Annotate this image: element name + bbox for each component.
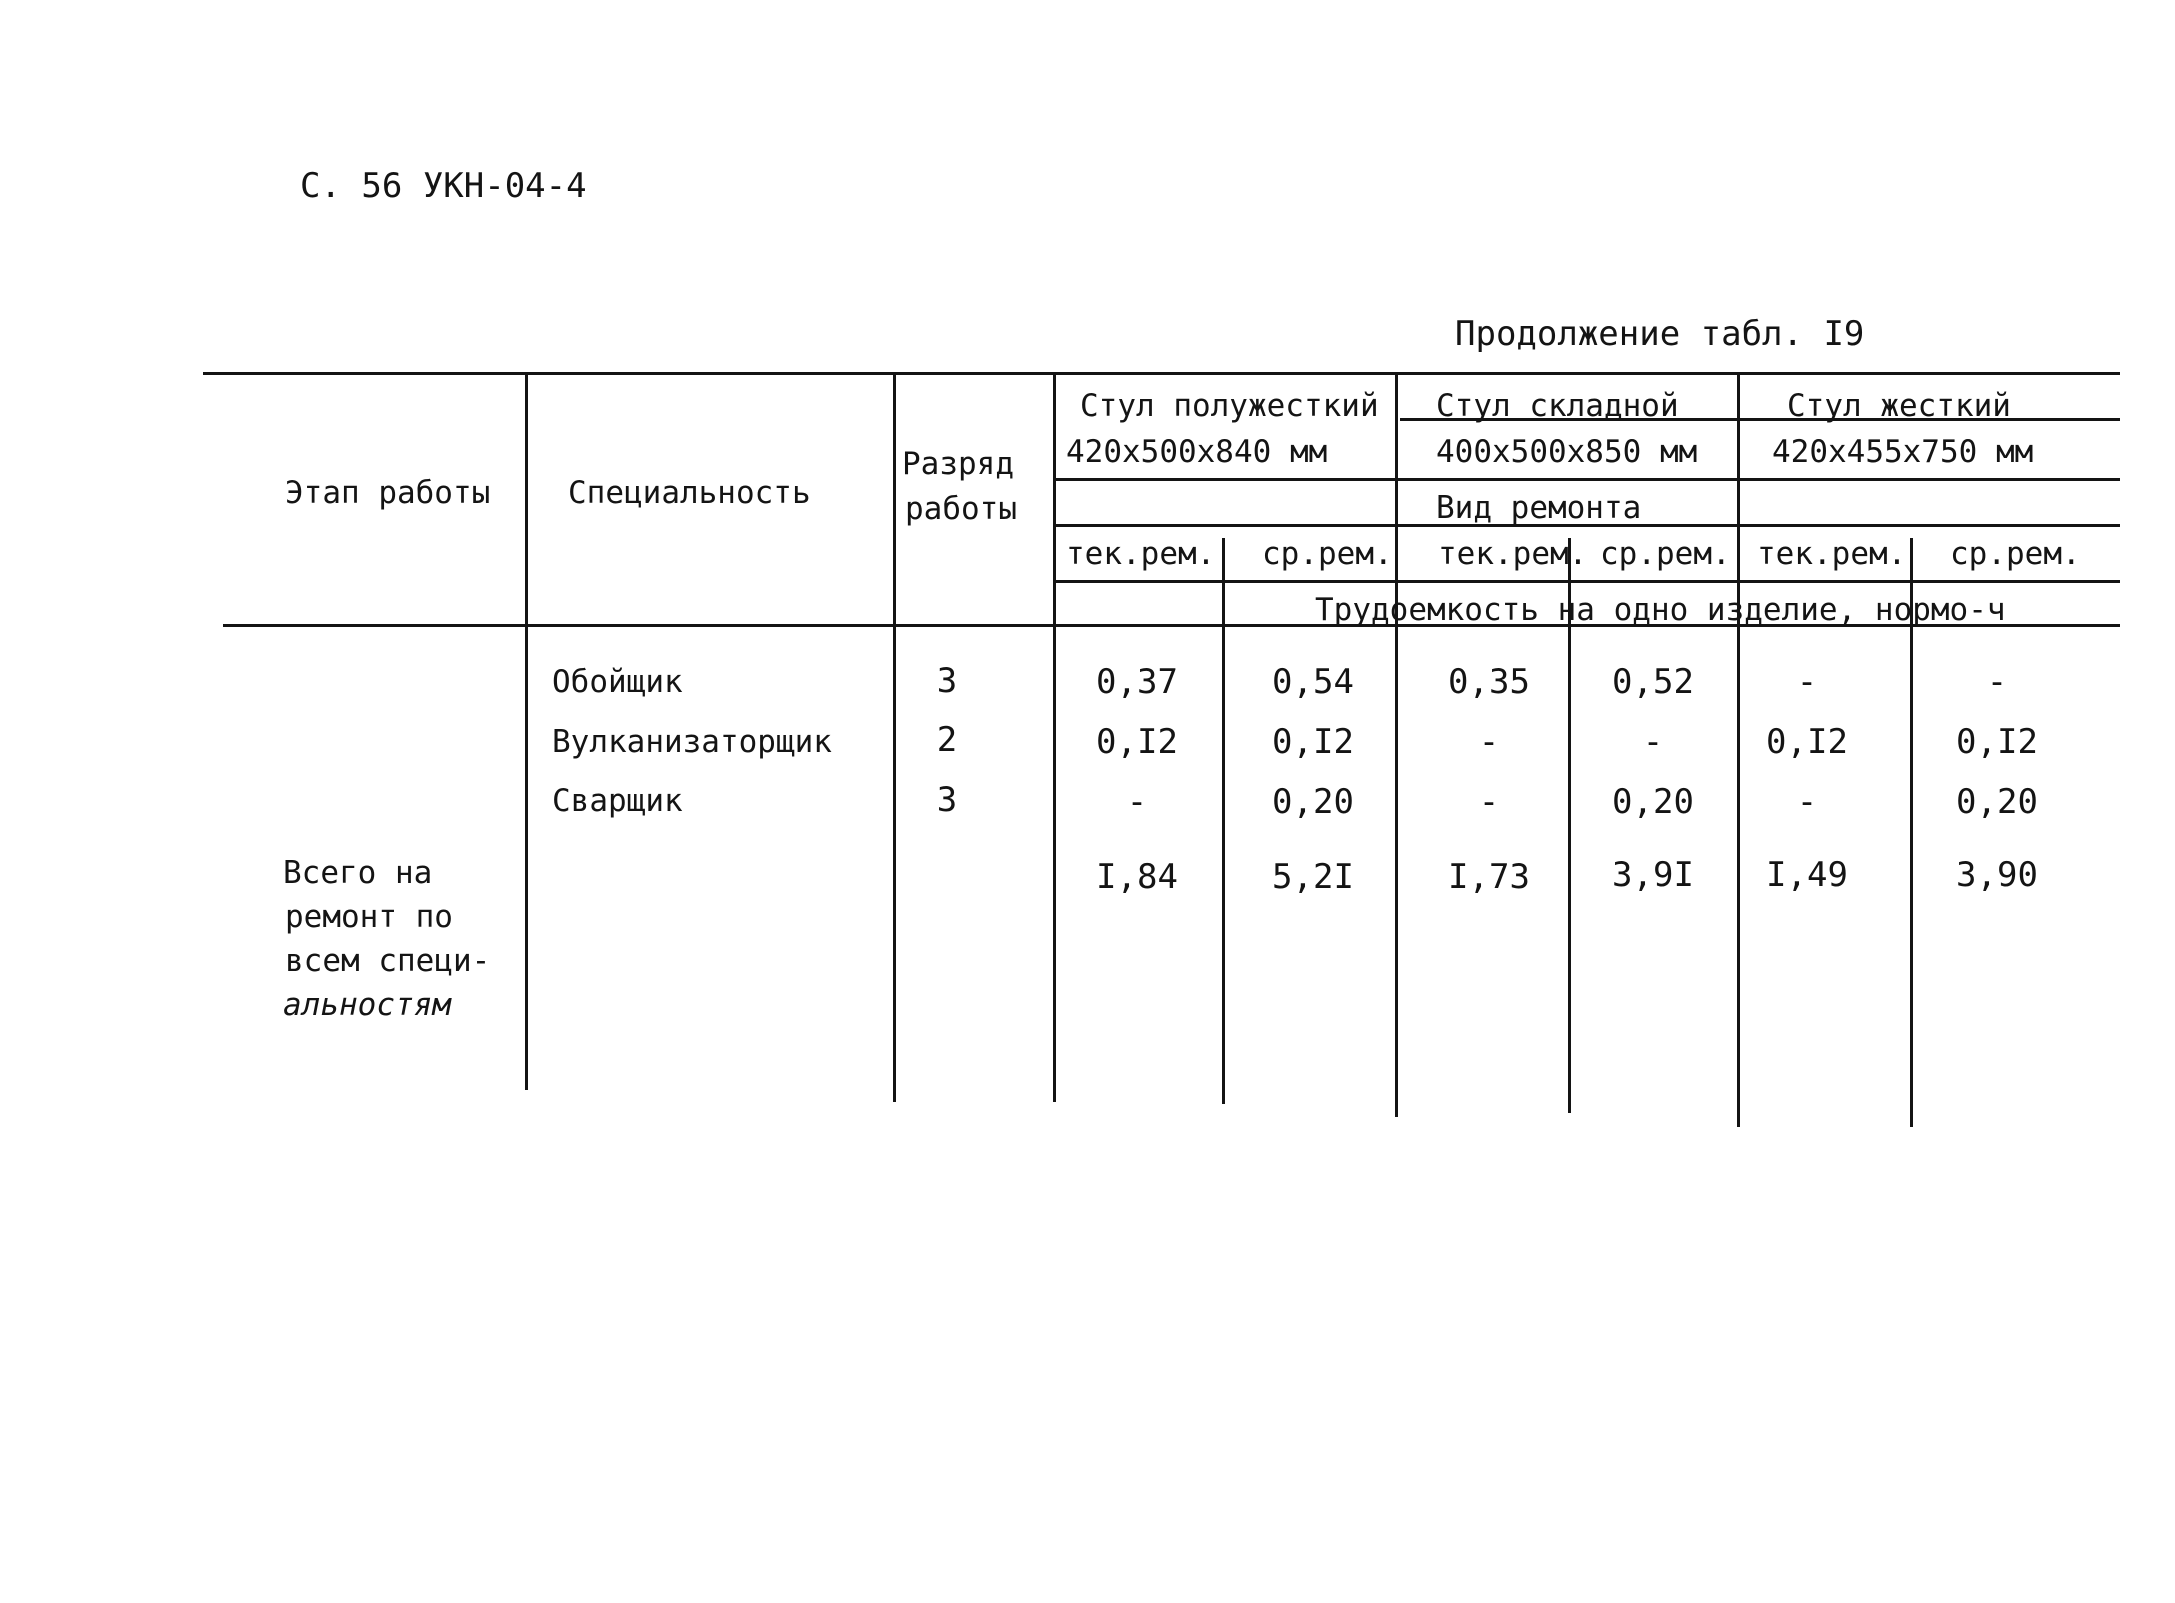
product-size: 420x500x840 мм xyxy=(1066,434,1328,470)
row-value: 0,20 xyxy=(1612,782,1694,822)
repair-kind: ср.рем. xyxy=(1600,536,1731,572)
total-value: I,84 xyxy=(1096,857,1178,897)
repair-kind: тек.рем. xyxy=(1438,536,1588,572)
repair-kind: ср.рем. xyxy=(1950,536,2081,572)
repair-kind: ср.рем. xyxy=(1262,536,1393,572)
row-value: 0,54 xyxy=(1272,662,1354,702)
row-value: 0,I2 xyxy=(1956,722,2038,762)
total-value: I,49 xyxy=(1766,855,1848,895)
header-grade-line1: Разряд xyxy=(902,446,1014,482)
row-value: 0,20 xyxy=(1272,782,1354,822)
table-top-rule xyxy=(203,372,2120,375)
row-grade: 3 xyxy=(936,661,958,701)
column-divider xyxy=(525,372,528,1090)
total-value: I,73 xyxy=(1448,857,1530,897)
row-grade: 2 xyxy=(936,720,958,760)
header-stage: Этап работы xyxy=(285,475,491,511)
product-size: 400x500x850 мм xyxy=(1436,434,1698,470)
row-specialty: Вулканизаторщик xyxy=(552,724,832,760)
row-value: 0,35 xyxy=(1448,662,1530,702)
row-value: 0,20 xyxy=(1956,782,2038,822)
product-name: Стул полужесткий xyxy=(1080,388,1379,424)
page-header: С. 56 УКН-04-4 xyxy=(300,166,587,206)
row-value: 0,I2 xyxy=(1096,722,1178,762)
total-value: 3,90 xyxy=(1956,855,2038,895)
product-name: Стул складной xyxy=(1436,388,1679,424)
row-value: - xyxy=(1478,782,1500,822)
header-grade-line2: работы xyxy=(905,491,1017,527)
product-name: Стул жесткий xyxy=(1787,388,2011,424)
row-grade: 3 xyxy=(936,780,958,820)
row-specialty: Сварщик xyxy=(552,783,683,819)
row-value: - xyxy=(1478,722,1500,762)
row-value: - xyxy=(1986,662,2008,702)
table-caption: Продолжение табл. I9 xyxy=(1455,314,1865,354)
row-value: - xyxy=(1126,782,1148,822)
repair-kind-rule xyxy=(1055,580,2120,583)
row-value: - xyxy=(1642,722,1664,762)
product-size-rule xyxy=(1055,478,2120,481)
total-value: 3,9I xyxy=(1612,855,1694,895)
total-label-line: ремонт по xyxy=(285,899,453,935)
labor-unit-label: Трудоемкость на одно изделие, нормо-ч xyxy=(1315,592,2006,628)
total-label-line: альностям xyxy=(283,987,451,1023)
column-divider xyxy=(1222,538,1225,1104)
row-value: - xyxy=(1796,782,1818,822)
repair-type-label: Вид ремонта xyxy=(1436,490,1642,526)
header-specialty: Специальность xyxy=(568,475,811,511)
repair-kind: тек.рем. xyxy=(1066,536,1216,572)
product-size: 420x455x750 мм xyxy=(1772,434,2034,470)
row-specialty: Обойщик xyxy=(552,664,683,700)
row-value: 0,I2 xyxy=(1272,722,1354,762)
row-value: 0,52 xyxy=(1612,662,1694,702)
total-label-line: всем специ- xyxy=(285,943,491,979)
row-value: - xyxy=(1796,662,1818,702)
row-value: 0,I2 xyxy=(1766,722,1848,762)
total-label-line: Всего на xyxy=(283,855,433,891)
row-value: 0,37 xyxy=(1096,662,1178,702)
total-value: 5,2I xyxy=(1272,857,1354,897)
repair-kind: тек.рем. xyxy=(1757,536,1907,572)
